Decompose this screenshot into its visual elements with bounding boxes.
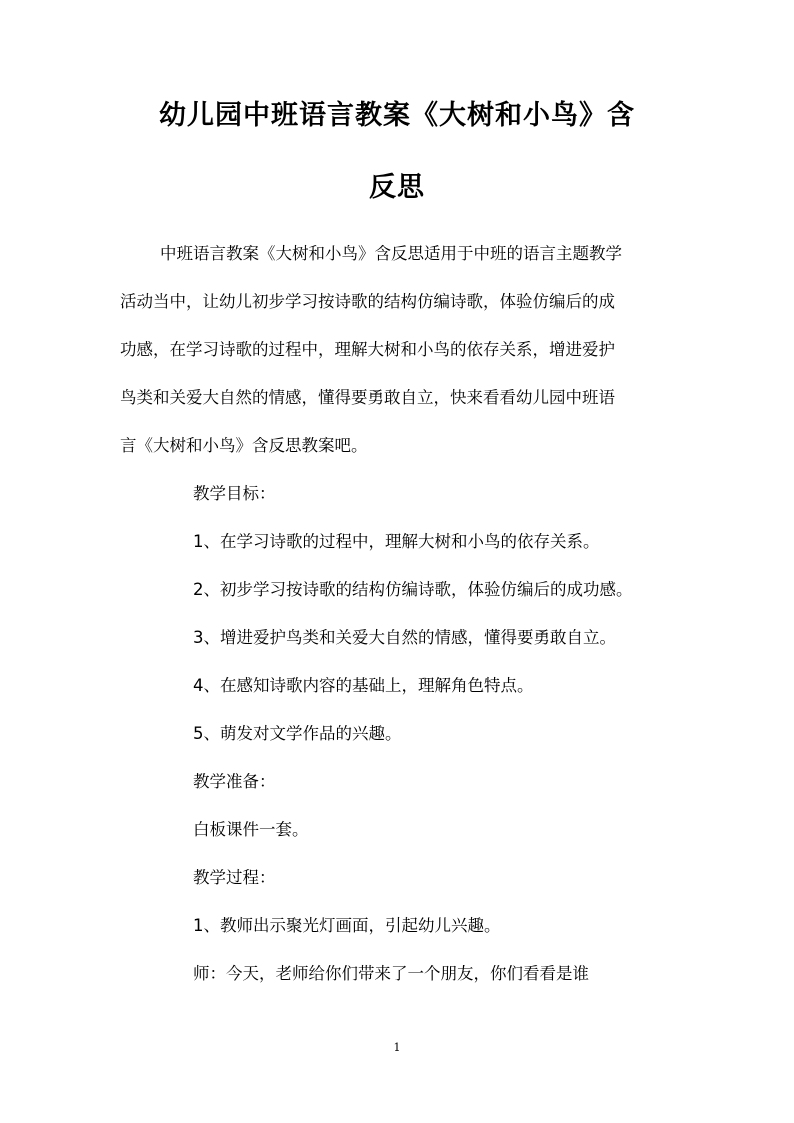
goal-item-4: 4、在感知诗歌内容的基础上，理解角色特点。 — [193, 676, 534, 695]
process-heading: 教学过程： — [193, 868, 276, 887]
goal-item-5: 5、萌发对文学作品的兴趣。 — [193, 724, 402, 743]
prep-heading: 教学准备： — [193, 772, 276, 791]
page-number: 1 — [393, 1041, 401, 1054]
intro-line-1: 中班语言教案《大树和小鸟》含反思适用于中班的语言主题教学 — [160, 244, 622, 263]
dialogue-line: 师：今天，老师给你们带来了一个朋友，你们看看是谁 — [193, 964, 589, 983]
intro-line-2: 活动当中，让幼儿初步学习按诗歌的结构仿编诗歌，体验仿编后的成 — [120, 292, 615, 311]
document-title-line-2: 反思 — [369, 172, 425, 203]
goal-item-3: 3、增进爱护鸟类和关爱大自然的情感，懂得要勇敢自立。 — [193, 628, 616, 647]
goals-heading: 教学目标： — [193, 484, 276, 503]
goal-item-1: 1、在学习诗歌的过程中，理解大树和小鸟的依存关系。 — [193, 532, 600, 551]
process-step-1: 1、教师出示聚光灯画面，引起幼儿兴趣。 — [193, 916, 501, 935]
goal-item-2: 2、初步学习按诗歌的结构仿编诗歌，体验仿编后的成功感。 — [193, 580, 633, 599]
prep-text: 白板课件一套。 — [193, 820, 309, 839]
intro-line-3: 功感，在学习诗歌的过程中，理解大树和小鸟的依存关系，增进爱护 — [120, 340, 615, 359]
document-title-line-1: 幼儿园中班语言教案《大树和小鸟》含 — [159, 100, 635, 131]
intro-line-4: 鸟类和关爱大自然的情感，懂得要勇敢自立，快来看看幼儿园中班语 — [120, 388, 615, 407]
intro-line-5: 言《大树和小鸟》含反思教案吧。 — [120, 436, 368, 455]
